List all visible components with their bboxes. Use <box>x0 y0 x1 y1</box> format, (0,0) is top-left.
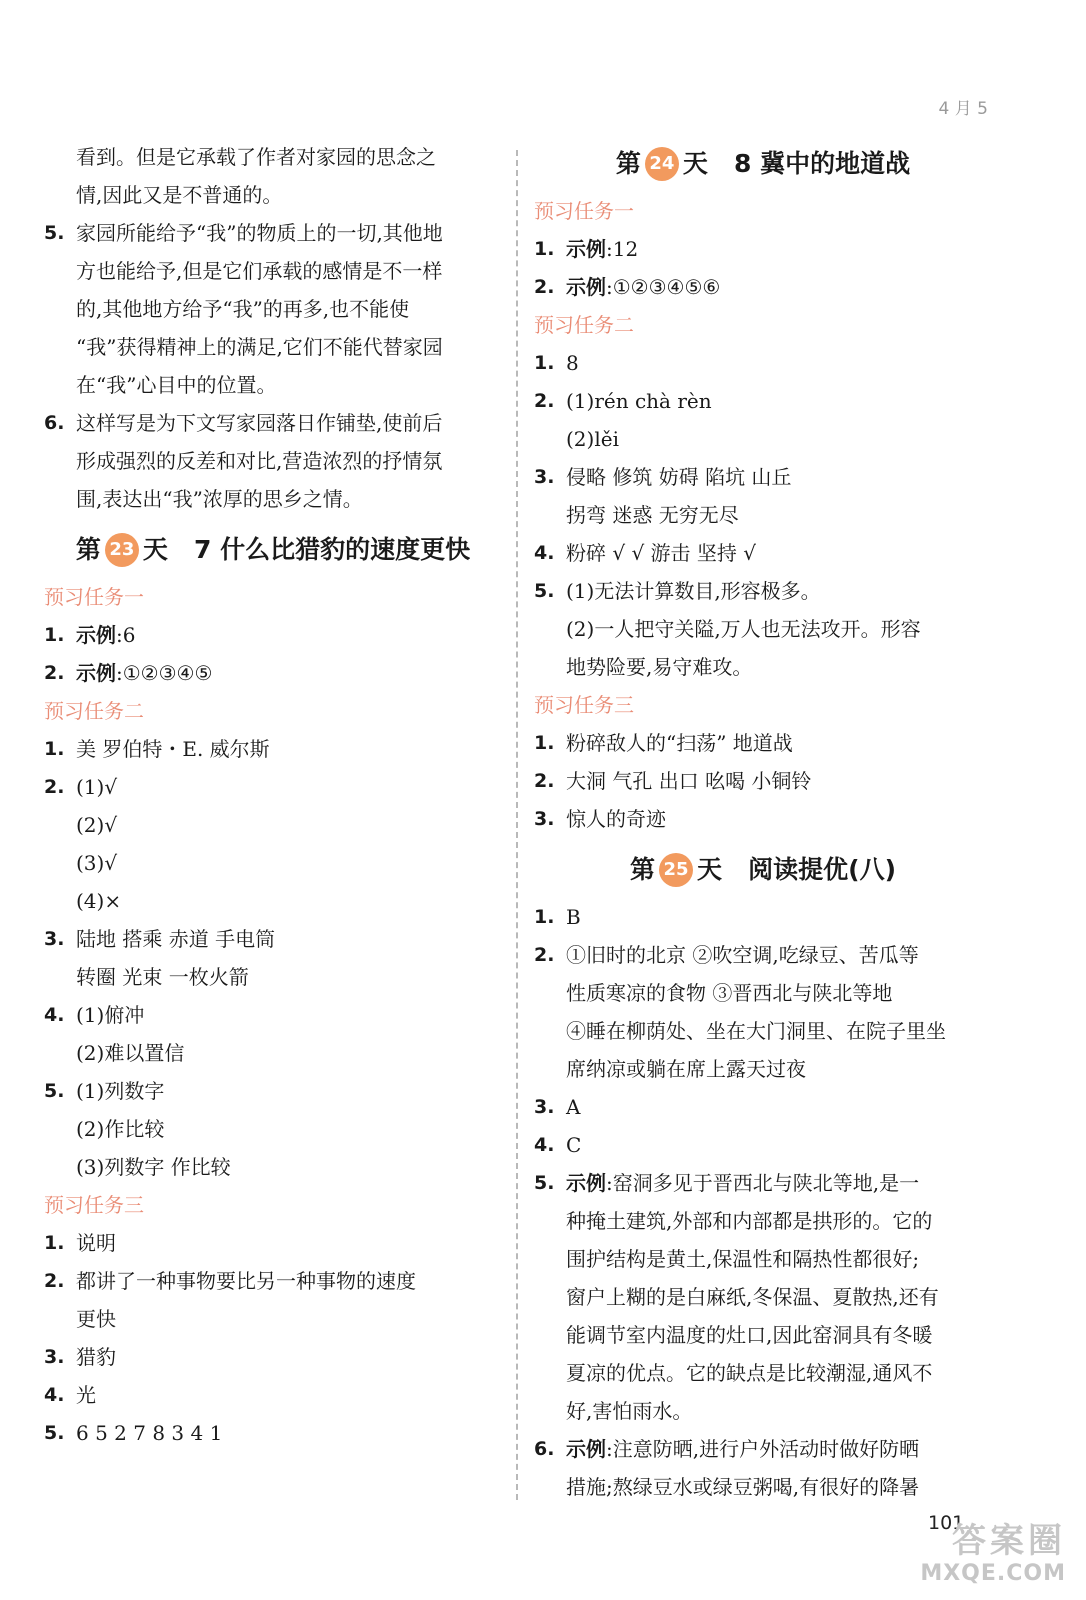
answer-item <box>44 996 502 1034</box>
example-label: 示例 <box>566 1171 606 1195</box>
task-heading: 预习任务一 <box>44 585 144 609</box>
item-number: 2. <box>534 944 555 966</box>
item-number: 3. <box>534 808 555 830</box>
answer-item <box>44 730 502 768</box>
item-number: 3. <box>534 1096 555 1118</box>
day-heading <box>534 844 992 896</box>
answer-item <box>44 768 502 806</box>
item-number: 5. <box>44 1080 65 1102</box>
answer-item <box>534 936 992 1088</box>
text-line: 窗户上糊的是白麻纸,冬保温、夏散热,还有 <box>566 1285 939 1309</box>
page-number: 101 <box>928 1512 965 1534</box>
answer-item <box>534 1088 992 1126</box>
answer-item <box>534 230 992 268</box>
task-heading: 预习任务一 <box>534 199 634 223</box>
item-text: C <box>566 1133 582 1157</box>
item-number: 6. <box>44 412 65 434</box>
example-label: 示例 <box>566 275 606 299</box>
text-line: 在“我”心目中的位置。 <box>76 373 277 397</box>
sub-line: (2)lěi <box>566 427 619 451</box>
day-heading <box>44 524 502 576</box>
task-heading: 预习任务三 <box>534 693 634 717</box>
text-line: :注意防晒,进行户外活动时做好防晒 <box>606 1437 920 1461</box>
item-text: 粉碎 √ √ 游击 坚持 √ <box>566 541 757 565</box>
sub-line: (2)难以置信 <box>76 1041 185 1065</box>
item-text: B <box>566 905 581 929</box>
answer-item <box>44 1072 502 1110</box>
lesson-title: 7 什么比猎豹的速度更快 <box>194 535 471 564</box>
item-text: A <box>566 1095 581 1119</box>
answer-item <box>534 382 992 420</box>
item-number: 2. <box>534 276 555 298</box>
item-text: :①②③④⑤⑥ <box>606 275 721 299</box>
sub-line: (4)× <box>76 889 122 913</box>
sub-line: (3)列数字 作比较 <box>76 1155 231 1179</box>
answer-item <box>534 344 992 382</box>
answer-item <box>534 1164 992 1430</box>
text-line: 围,表达出“我”浓厚的思乡之情。 <box>76 487 363 511</box>
day-number-badge: 24 <box>645 147 679 181</box>
item-number: 4. <box>44 1384 65 1406</box>
item-number: 5. <box>44 222 65 244</box>
text-line: 性质寒凉的食物 ③晋西北与陕北等地 <box>566 981 893 1005</box>
item-number: 6. <box>534 1438 555 1460</box>
item-text: 8 <box>566 351 579 375</box>
example-label: 示例 <box>566 237 606 261</box>
item-number: 1. <box>44 1232 65 1254</box>
answer-item <box>44 616 502 654</box>
text-line: 席纳凉或躺在席上露天过夜 <box>566 1057 806 1081</box>
answer-item <box>44 214 502 404</box>
day-prefix: 第 <box>75 535 101 564</box>
item-text: 光 <box>76 1383 96 1407</box>
continuation-line: 情,因此又是不普通的。 <box>76 183 283 207</box>
item-text: 侵略 修筑 妨碍 陷坑 山丘 <box>566 465 792 489</box>
item-number: 2. <box>44 662 65 684</box>
item-number: 1. <box>534 732 555 754</box>
sub-line: 转圈 光束 一枚火箭 <box>76 965 249 989</box>
day-number-badge: 23 <box>105 533 139 567</box>
item-number: 2. <box>534 390 555 412</box>
text-line: 能调节室内温度的灶口,因此窑洞具有冬暖 <box>566 1323 933 1347</box>
day-suffix: 天 <box>697 855 723 884</box>
sub-line: (2)作比较 <box>76 1117 165 1141</box>
item-text: 惊人的奇迹 <box>566 807 666 831</box>
item-text: (1)列数字 <box>76 1079 165 1103</box>
item-number: 1. <box>534 906 555 928</box>
day-number-badge: 25 <box>659 853 693 887</box>
item-text: (1)俯冲 <box>76 1003 145 1027</box>
item-number: 3. <box>534 466 555 488</box>
right-column <box>534 138 992 1506</box>
watermark-logo <box>920 1521 1066 1586</box>
answer-item <box>44 404 502 518</box>
answer-item <box>534 572 992 610</box>
text-line: 种掩土建筑,外部和内部都是拱形的。它的 <box>566 1209 933 1233</box>
watermark-url: MXQE.COM <box>920 1561 1066 1586</box>
day-prefix: 第 <box>629 855 655 884</box>
item-text: (1)无法计算数目,形容极多。 <box>566 579 821 603</box>
item-number: 5. <box>44 1422 65 1444</box>
item-text: 猎豹 <box>76 1345 116 1369</box>
answer-item <box>534 762 992 800</box>
item-text: 美 罗伯特・E. 威尔斯 <box>76 737 270 761</box>
answer-item <box>44 920 502 958</box>
answer-item <box>534 268 992 306</box>
answer-item <box>534 800 992 838</box>
item-text: (1)√ <box>76 775 118 799</box>
answer-item <box>534 724 992 762</box>
item-number: 1. <box>44 738 65 760</box>
text-line: 形成强烈的反差和对比,营造浓烈的抒情氛 <box>76 449 443 473</box>
text-line: 家园所能给予“我”的物质上的一切,其他地 <box>76 221 443 245</box>
item-number: 2. <box>534 770 555 792</box>
answer-item <box>534 1126 992 1164</box>
item-text: 粉碎敌人的“扫荡” 地道战 <box>566 731 793 755</box>
text-line: 措施;熬绿豆水或绿豆粥喝,有很好的降暑 <box>566 1475 920 1499</box>
item-number: 5. <box>534 580 555 602</box>
example-label: 示例 <box>76 661 116 685</box>
answer-item <box>44 1262 502 1338</box>
answer-item <box>44 1414 502 1452</box>
sub-line: 地势险要,易守难攻。 <box>566 655 753 679</box>
answer-item <box>44 1224 502 1262</box>
example-label: 示例 <box>566 1437 606 1461</box>
lesson-title: 阅读提优(八) <box>748 855 896 884</box>
item-number: 3. <box>44 928 65 950</box>
day-heading <box>534 138 992 190</box>
page-corner-marker: 4 月 5 <box>938 99 988 119</box>
answer-item <box>534 898 992 936</box>
text-line: 方也能给予,但是它们承载的感情是不一样 <box>76 259 443 283</box>
item-text: 大洞 气孔 出口 吆喝 小铜铃 <box>566 769 812 793</box>
item-text: (1)rén chà rèn <box>566 389 712 413</box>
answer-item <box>534 458 992 496</box>
day-suffix: 天 <box>142 535 168 564</box>
text-line: 的,其他地方给予“我”的再多,也不能使 <box>76 297 410 321</box>
text-line: 好,害怕雨水。 <box>566 1399 693 1423</box>
sub-line: 拐弯 迷惑 无穷无尽 <box>566 503 739 527</box>
text-line: :窑洞多见于晋西北与陕北等地,是一 <box>606 1171 920 1195</box>
text-line: 围护结构是黄土,保温性和隔热性都很好; <box>566 1247 920 1271</box>
text-line: 更快 <box>76 1307 116 1331</box>
item-text: :12 <box>606 237 639 261</box>
item-number: 2. <box>44 776 65 798</box>
answer-item <box>44 1376 502 1414</box>
item-number: 4. <box>44 1004 65 1026</box>
item-text: 6 5 2 7 8 3 4 1 <box>76 1421 223 1445</box>
item-text: :①②③④⑤ <box>116 661 213 685</box>
answer-item <box>534 1430 992 1506</box>
continuation-line: 看到。但是它承载了作者对家园的思念之 <box>76 145 436 169</box>
lesson-title: 8 冀中的地道战 <box>734 149 911 178</box>
text-line: “我”获得精神上的满足,它们不能代替家园 <box>76 335 443 359</box>
text-line: 夏凉的优点。它的缺点是比较潮湿,通风不 <box>566 1361 933 1385</box>
day-prefix: 第 <box>615 149 641 178</box>
text-line: 这样写是为下文写家园落日作铺垫,使前后 <box>76 411 443 435</box>
item-number: 4. <box>534 1134 555 1156</box>
text-line: ④睡在柳荫处、坐在大门洞里、在院子里坐 <box>566 1019 946 1043</box>
item-number: 5. <box>534 1172 555 1194</box>
day-suffix: 天 <box>682 149 708 178</box>
sub-line: (2)一人把守关隘,万人也无法攻开。形容 <box>566 617 921 641</box>
text-line: ①旧时的北京 ②吹空调,吃绿豆、苦瓜等 <box>566 943 919 967</box>
left-column <box>44 138 502 1452</box>
example-label: 示例 <box>76 623 116 647</box>
answer-item <box>44 1338 502 1376</box>
item-number: 1. <box>534 238 555 260</box>
text-line: 都讲了一种事物要比另一种事物的速度 <box>76 1269 416 1293</box>
sub-line: (3)√ <box>76 851 118 875</box>
sub-line: (2)√ <box>76 813 118 837</box>
item-text: :6 <box>116 623 136 647</box>
item-number: 1. <box>534 352 555 374</box>
task-heading: 预习任务二 <box>534 313 634 337</box>
item-text: 说明 <box>76 1231 116 1255</box>
column-divider <box>516 150 518 1500</box>
task-heading: 预习任务二 <box>44 699 144 723</box>
watermark-title: 答案圈 <box>952 1521 1066 1561</box>
item-number: 1. <box>44 624 65 646</box>
item-number: 3. <box>44 1346 65 1368</box>
answer-item <box>534 534 992 572</box>
answer-item <box>44 654 502 692</box>
item-number: 4. <box>534 542 555 564</box>
item-number: 2. <box>44 1270 65 1292</box>
task-heading: 预习任务三 <box>44 1193 144 1217</box>
item-text: 陆地 搭乘 赤道 手电筒 <box>76 927 276 951</box>
